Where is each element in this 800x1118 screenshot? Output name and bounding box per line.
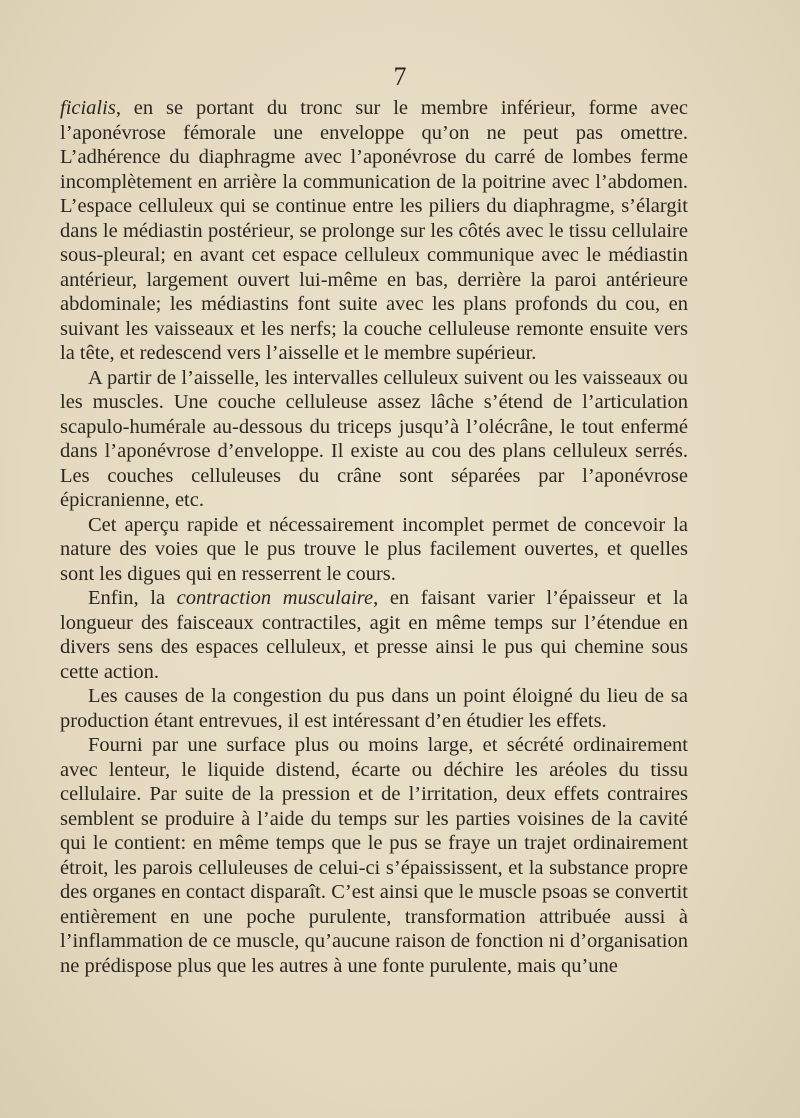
continued-word: ficialis <box>60 97 116 119</box>
page-number: 7 <box>393 62 407 91</box>
emphasis-contraction: contraction musculaire <box>176 587 374 609</box>
paragraph-1-text: , en se portant du tronc sur le membre inférieur, forme avec l’aponévrose fémorale une enveloppe qu’on ne peut pas omettre. L’adhérence du diaphragme avec l’aponévrose du carré de lombes ferme incomplètement en arrière la communication de la poitrine avec l’abdomen. L’espace celluleux qui se continue entre les piliers du diaphragme, s’élargit dans le médiastin postérieur, se prolonge sur les côtés avec le tissu cellulaire sous-pleural; en avant cet espace celluleux communique avec le médiastin antérieur, largement ouvert lui-même en bas, derrière la paroi antérieure abdominale; les médiastins font suite avec les plans profonds du cou, en suivant les vaisseaux et les nerfs; la couche celluleuse remonte ensuite vers la tête, et redescend vers l’aisselle et le membre supérieur. <box>60 97 688 364</box>
paragraph-4-text: , en faisant varier l’épaisseur et la longueur des faisceaux contractiles, agit en même temps sur l’étendue en divers sens des espaces celluleux, et presse ainsi le pus qui chemine sous cette action. <box>60 587 688 683</box>
body-text <box>60 96 688 978</box>
paragraph-4-lead: Enfin, la <box>88 587 177 609</box>
paragraph-1 <box>60 96 688 366</box>
paragraph-3: Cet aperçu rapide et nécessairement incomplet permet de concevoir la nature des voies que le pus trouve le plus facilement ouvertes, et quelles sont les digues qui en resserrent le cours. <box>60 513 688 585</box>
paragraph-5: Les causes de la congestion du pus dans un point éloigné du lieu de sa production étant entrevues, il est intéressant d’en étudier les effets. <box>60 685 688 732</box>
paragraph-2: A partir de l’aisselle, les intervalles celluleux suivent ou les vaisseaux ou les muscles. Une couche celluleuse assez lâche s’étend de l’articulation scapulo-humérale au-dessous du triceps jusqu’à l’olécrâne, le tout enfermé dans l’aponévrose d’enveloppe. Il existe au cou des plans celluleux serrés. Les couches celluleuses du crâne sont séparées par l’aponévrose épicranienne, etc. <box>60 366 688 511</box>
paragraph-4 <box>60 586 688 684</box>
paragraph-6: Fourni par une surface plus ou moins large, et sécrété ordinairement avec lenteur, le liquide distend, écarte ou déchire les aréoles du tissu cellulaire. Par suite de la pression et de l’irritation, deux effets contraires semblent se produire à l’aide du temps sur les parties voisines de la cavité qui le contient: en même temps que le pus se fraye un trajet ordinairement étroit, les parois celluleuses de celui-ci s’épaississent, et la substance propre des organes en contact disparaît. C’est ainsi que le muscle psoas se convertit entièrement en une poche purulente, transformation attribuée aussi à l’inflammation de ce muscle, qu’aucune raison de fonction ni d’organisation ne prédispose plus que les autres à une fonte purulente, mais qu’une <box>60 734 688 977</box>
